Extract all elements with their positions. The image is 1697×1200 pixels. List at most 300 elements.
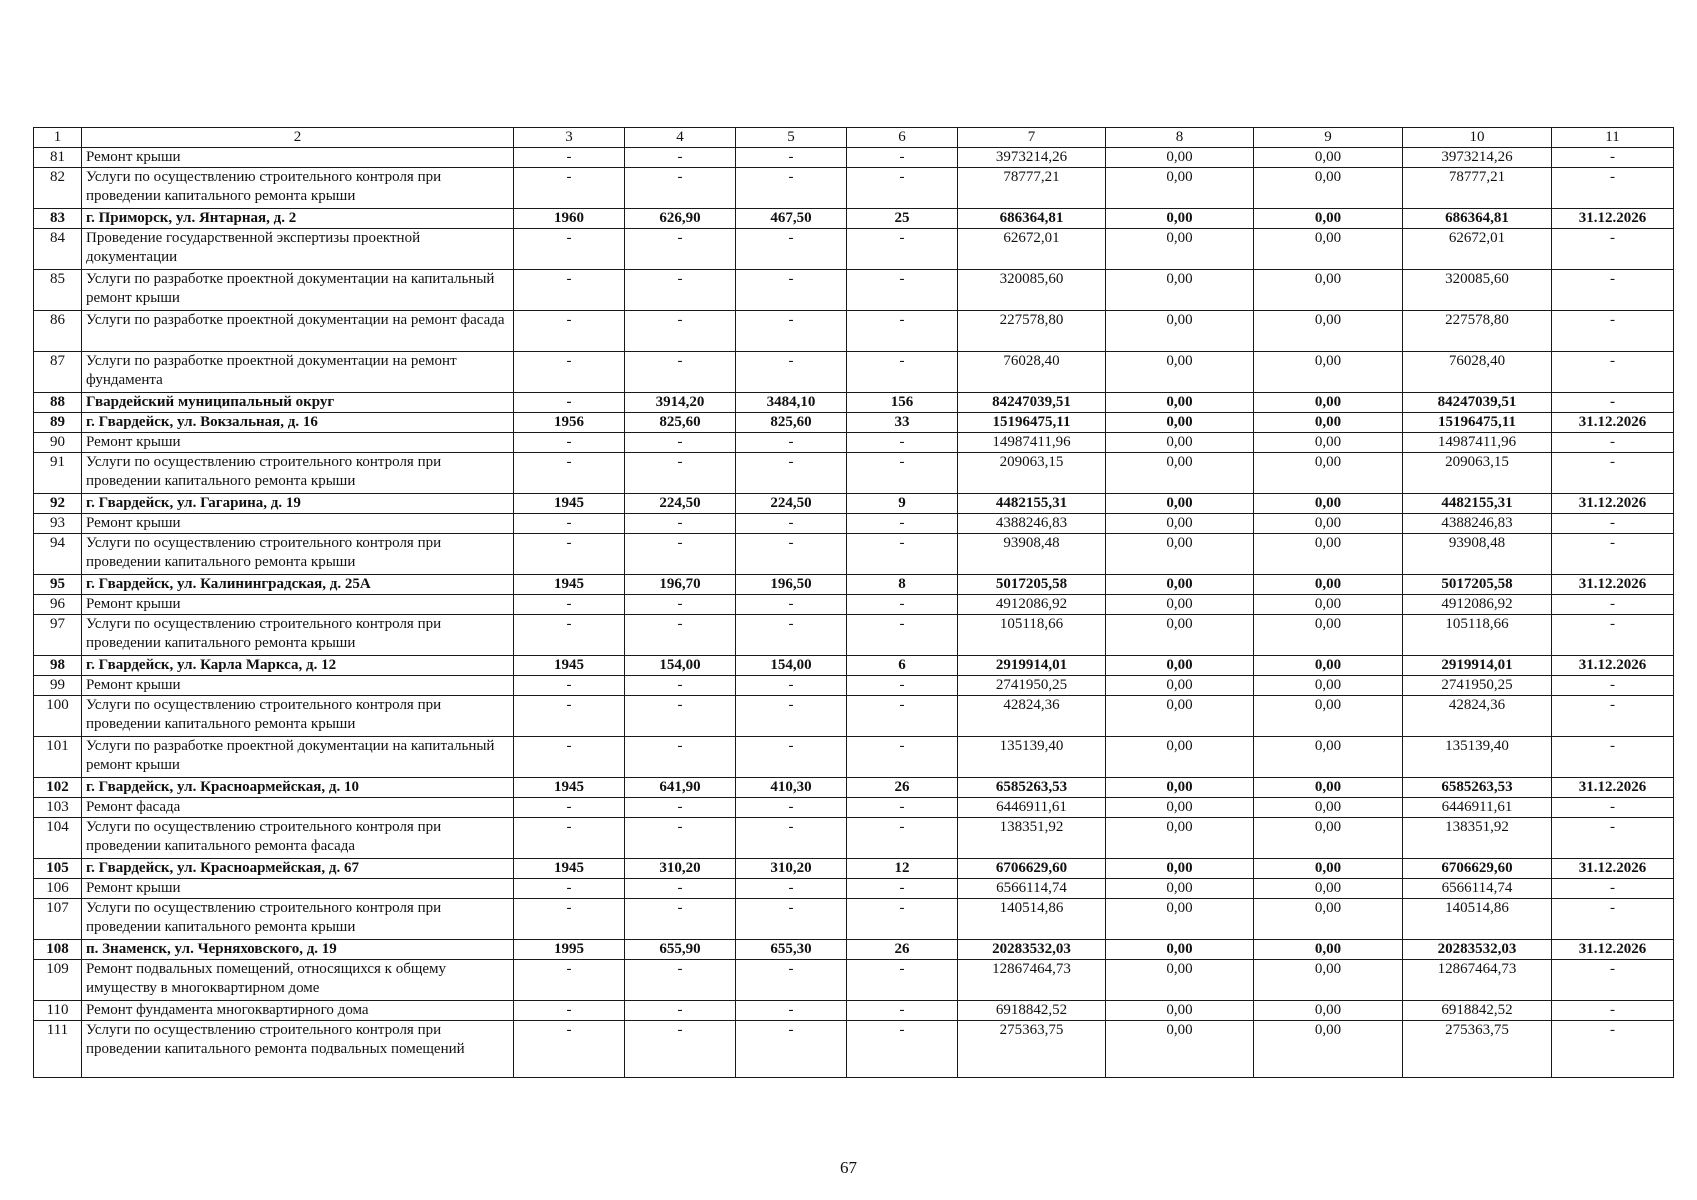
budget-cost-cell: 0,00 [1254,494,1403,514]
budget-cost-cell: 0,00 [1254,879,1403,899]
work-name-cell: г. Гвардейск, ул. Красноармейская, д. 67 [82,859,514,879]
year-cell: - [514,899,625,940]
budget-cost-cell: 0,00 [1254,453,1403,494]
total-cost-cell: 686364,81 [958,209,1106,229]
total-area-cell: - [625,534,736,575]
year-cell: 1945 [514,494,625,514]
fund-cost-cell: 0,00 [1106,1021,1254,1078]
fund-cost-cell: 0,00 [1106,818,1254,859]
living-area-cell: - [736,534,847,575]
work-item-row [34,229,1674,270]
work-name-cell: Услуги по разработке проектной документации на ремонт фундамента [82,352,514,393]
budget-cost-cell: 0,00 [1254,311,1403,352]
work-item-row [34,899,1674,940]
repair-budget-table [33,127,1674,1078]
total-cost-cell: 320085,60 [958,270,1106,311]
total-area-cell: - [625,311,736,352]
living-area-cell: - [736,433,847,453]
residents-cell: - [847,311,958,352]
row-number-cell: 91 [34,453,82,494]
completion-date-cell: - [1552,534,1674,575]
total-area-cell: - [625,453,736,494]
budget-cost-cell: 0,00 [1254,778,1403,798]
completion-date-cell: - [1552,311,1674,352]
owner-cost-cell: 320085,60 [1403,270,1552,311]
work-name-cell: Проведение государственной экспертизы проектной документации [82,229,514,270]
completion-date-cell: - [1552,270,1674,311]
budget-cost-cell: 0,00 [1254,575,1403,595]
year-cell: - [514,879,625,899]
owner-cost-cell: 93908,48 [1403,534,1552,575]
total-cost-cell: 105118,66 [958,615,1106,656]
fund-cost-cell: 0,00 [1106,534,1254,575]
completion-date-cell: 31.12.2026 [1552,940,1674,960]
residents-cell: 12 [847,859,958,879]
total-area-cell: - [625,168,736,209]
living-area-cell: - [736,1021,847,1078]
total-cost-cell: 84247039,51 [958,393,1106,413]
owner-cost-cell: 2919914,01 [1403,656,1552,676]
living-area-cell: 410,30 [736,778,847,798]
work-item-row [34,148,1674,168]
row-number-cell: 108 [34,940,82,960]
work-name-cell: Услуги по разработке проектной документации на капитальный ремонт крыши [82,270,514,311]
row-number-cell: 111 [34,1021,82,1078]
residents-cell: - [847,879,958,899]
owner-cost-cell: 15196475,11 [1403,413,1552,433]
budget-cost-cell: 0,00 [1254,960,1403,1001]
residents-cell: - [847,1001,958,1021]
row-number-cell: 81 [34,148,82,168]
owner-cost-cell: 686364,81 [1403,209,1552,229]
living-area-cell: - [736,818,847,859]
total-cost-cell: 78777,21 [958,168,1106,209]
living-area-cell: 310,20 [736,859,847,879]
total-area-cell: - [625,676,736,696]
total-area-cell: 655,90 [625,940,736,960]
total-cost-cell: 3973214,26 [958,148,1106,168]
year-cell: 1945 [514,859,625,879]
total-cost-cell: 6446911,61 [958,798,1106,818]
work-name-cell: Услуги по осуществлению строительного контроля при проведении капитального ремонта фасада [82,818,514,859]
address-row [34,209,1674,229]
completion-date-cell: 31.12.2026 [1552,413,1674,433]
total-area-cell: - [625,798,736,818]
residents-cell: - [847,270,958,311]
header-cell: 7 [958,128,1106,148]
address-row [34,575,1674,595]
total-cost-cell: 6566114,74 [958,879,1106,899]
living-area-cell: 3484,10 [736,393,847,413]
work-item-row [34,534,1674,575]
total-area-cell: - [625,433,736,453]
residents-cell: - [847,352,958,393]
owner-cost-cell: 14987411,96 [1403,433,1552,453]
owner-cost-cell: 6918842,52 [1403,1001,1552,1021]
year-cell: - [514,433,625,453]
row-number-cell: 96 [34,595,82,615]
fund-cost-cell: 0,00 [1106,270,1254,311]
work-name-cell: Услуги по осуществлению строительного контроля при проведении капитального ремонта крыши [82,534,514,575]
row-number-cell: 88 [34,393,82,413]
row-number-cell: 99 [34,676,82,696]
work-name-cell: Услуги по разработке проектной документации на ремонт фасада [82,311,514,352]
living-area-cell: - [736,514,847,534]
fund-cost-cell: 0,00 [1106,575,1254,595]
total-area-cell: - [625,899,736,940]
owner-cost-cell: 3973214,26 [1403,148,1552,168]
address-row [34,393,1674,413]
owner-cost-cell: 6566114,74 [1403,879,1552,899]
work-name-cell: Ремонт крыши [82,433,514,453]
living-area-cell: - [736,229,847,270]
residents-cell: - [847,148,958,168]
row-number-cell: 87 [34,352,82,393]
living-area-cell: - [736,1001,847,1021]
year-cell: - [514,818,625,859]
owner-cost-cell: 275363,75 [1403,1021,1552,1078]
owner-cost-cell: 76028,40 [1403,352,1552,393]
total-area-cell: 224,50 [625,494,736,514]
living-area-cell: - [736,960,847,1001]
budget-cost-cell: 0,00 [1254,737,1403,778]
year-cell: 1960 [514,209,625,229]
work-name-cell: Услуги по разработке проектной документации на капитальный ремонт крыши [82,737,514,778]
total-area-cell: - [625,229,736,270]
completion-date-cell: - [1552,229,1674,270]
total-cost-cell: 6918842,52 [958,1001,1106,1021]
completion-date-cell: - [1552,1001,1674,1021]
fund-cost-cell: 0,00 [1106,1001,1254,1021]
total-area-cell: - [625,960,736,1001]
residents-cell: - [847,737,958,778]
living-area-cell: 825,60 [736,413,847,433]
owner-cost-cell: 6706629,60 [1403,859,1552,879]
row-number-cell: 101 [34,737,82,778]
residents-cell: - [847,899,958,940]
budget-cost-cell: 0,00 [1254,393,1403,413]
owner-cost-cell: 4912086,92 [1403,595,1552,615]
owner-cost-cell: 4388246,83 [1403,514,1552,534]
address-row [34,413,1674,433]
total-cost-cell: 2919914,01 [958,656,1106,676]
budget-cost-cell: 0,00 [1254,595,1403,615]
row-number-cell: 85 [34,270,82,311]
total-cost-cell: 5017205,58 [958,575,1106,595]
total-area-cell: - [625,879,736,899]
total-area-cell: - [625,1021,736,1078]
row-number-cell: 105 [34,859,82,879]
total-cost-cell: 20283532,03 [958,940,1106,960]
residents-cell: 26 [847,778,958,798]
work-name-cell: Услуги по осуществлению строительного контроля при проведении капитального ремонта крыши [82,615,514,656]
fund-cost-cell: 0,00 [1106,595,1254,615]
row-number-cell: 109 [34,960,82,1001]
year-cell: - [514,676,625,696]
year-cell: - [514,696,625,737]
budget-cost-cell: 0,00 [1254,1001,1403,1021]
owner-cost-cell: 227578,80 [1403,311,1552,352]
fund-cost-cell: 0,00 [1106,413,1254,433]
residents-cell: - [847,615,958,656]
completion-date-cell: - [1552,899,1674,940]
budget-cost-cell: 0,00 [1254,1021,1403,1078]
work-name-cell: г. Гвардейск, ул. Гагарина, д. 19 [82,494,514,514]
total-area-cell: 310,20 [625,859,736,879]
completion-date-cell: - [1552,737,1674,778]
row-number-cell: 93 [34,514,82,534]
budget-cost-cell: 0,00 [1254,818,1403,859]
completion-date-cell: 31.12.2026 [1552,494,1674,514]
total-area-cell: - [625,270,736,311]
work-item-row [34,168,1674,209]
total-area-cell: 3914,20 [625,393,736,413]
residents-cell: - [847,960,958,1001]
fund-cost-cell: 0,00 [1106,960,1254,1001]
row-number-cell: 86 [34,311,82,352]
fund-cost-cell: 0,00 [1106,311,1254,352]
year-cell: - [514,1001,625,1021]
row-number-cell: 97 [34,615,82,656]
owner-cost-cell: 20283532,03 [1403,940,1552,960]
address-row [34,494,1674,514]
living-area-cell: 154,00 [736,656,847,676]
work-item-row [34,818,1674,859]
total-area-cell: 626,90 [625,209,736,229]
header-cell: 3 [514,128,625,148]
work-item-row [34,798,1674,818]
address-row [34,656,1674,676]
budget-cost-cell: 0,00 [1254,899,1403,940]
year-cell: - [514,798,625,818]
header-cell: 5 [736,128,847,148]
budget-cost-cell: 0,00 [1254,615,1403,656]
fund-cost-cell: 0,00 [1106,899,1254,940]
total-cost-cell: 4388246,83 [958,514,1106,534]
total-cost-cell: 62672,01 [958,229,1106,270]
row-number-cell: 104 [34,818,82,859]
residents-cell: - [847,696,958,737]
work-item-row [34,595,1674,615]
year-cell: - [514,148,625,168]
living-area-cell: - [736,696,847,737]
fund-cost-cell: 0,00 [1106,352,1254,393]
total-cost-cell: 2741950,25 [958,676,1106,696]
owner-cost-cell: 140514,86 [1403,899,1552,940]
fund-cost-cell: 0,00 [1106,940,1254,960]
year-cell: - [514,514,625,534]
living-area-cell: 467,50 [736,209,847,229]
address-row [34,859,1674,879]
living-area-cell: 196,50 [736,575,847,595]
work-name-cell: Ремонт фундамента многоквартирного дома [82,1001,514,1021]
year-cell: - [514,270,625,311]
owner-cost-cell: 2741950,25 [1403,676,1552,696]
residents-cell: - [847,818,958,859]
work-name-cell: Услуги по осуществлению строительного контроля при проведении капитального ремонта подвальных помещений [82,1021,514,1078]
total-cost-cell: 12867464,73 [958,960,1106,1001]
address-row [34,778,1674,798]
row-number-cell: 110 [34,1001,82,1021]
year-cell: 1945 [514,656,625,676]
row-number-cell: 98 [34,656,82,676]
fund-cost-cell: 0,00 [1106,859,1254,879]
total-area-cell: - [625,352,736,393]
owner-cost-cell: 138351,92 [1403,818,1552,859]
completion-date-cell: - [1552,433,1674,453]
year-cell: 1945 [514,778,625,798]
work-name-cell: Ремонт крыши [82,514,514,534]
year-cell: - [514,534,625,575]
fund-cost-cell: 0,00 [1106,168,1254,209]
year-cell: 1945 [514,575,625,595]
total-cost-cell: 15196475,11 [958,413,1106,433]
living-area-cell: - [736,311,847,352]
header-cell: 10 [1403,128,1552,148]
completion-date-cell: - [1552,168,1674,209]
budget-cost-cell: 0,00 [1254,656,1403,676]
completion-date-cell: - [1552,1021,1674,1078]
living-area-cell: - [736,879,847,899]
completion-date-cell: 31.12.2026 [1552,656,1674,676]
total-area-cell: 154,00 [625,656,736,676]
total-cost-cell: 93908,48 [958,534,1106,575]
work-item-row [34,615,1674,656]
work-item-row [34,879,1674,899]
work-name-cell: Услуги по осуществлению строительного контроля при проведении капитального ремонта крыши [82,899,514,940]
budget-cost-cell: 0,00 [1254,168,1403,209]
row-number-cell: 92 [34,494,82,514]
total-cost-cell: 4912086,92 [958,595,1106,615]
fund-cost-cell: 0,00 [1106,879,1254,899]
fund-cost-cell: 0,00 [1106,615,1254,656]
total-cost-cell: 209063,15 [958,453,1106,494]
fund-cost-cell: 0,00 [1106,433,1254,453]
total-cost-cell: 42824,36 [958,696,1106,737]
completion-date-cell: 31.12.2026 [1552,778,1674,798]
total-area-cell: - [625,595,736,615]
header-cell: 1 [34,128,82,148]
fund-cost-cell: 0,00 [1106,453,1254,494]
year-cell: - [514,737,625,778]
year-cell: - [514,960,625,1001]
owner-cost-cell: 6585263,53 [1403,778,1552,798]
budget-cost-cell: 0,00 [1254,514,1403,534]
residents-cell: - [847,1021,958,1078]
work-item-row [34,514,1674,534]
header-cell: 9 [1254,128,1403,148]
total-area-cell: 641,90 [625,778,736,798]
residents-cell: - [847,534,958,575]
row-number-cell: 84 [34,229,82,270]
total-cost-cell: 6585263,53 [958,778,1106,798]
work-name-cell: Ремонт фасада [82,798,514,818]
row-number-cell: 106 [34,879,82,899]
completion-date-cell: 31.12.2026 [1552,575,1674,595]
owner-cost-cell: 4482155,31 [1403,494,1552,514]
total-area-cell: - [625,818,736,859]
owner-cost-cell: 12867464,73 [1403,960,1552,1001]
year-cell: - [514,311,625,352]
budget-cost-cell: 0,00 [1254,413,1403,433]
completion-date-cell: 31.12.2026 [1552,209,1674,229]
year-cell: - [514,352,625,393]
completion-date-cell: - [1552,696,1674,737]
work-name-cell: Гвардейский муниципальный округ [82,393,514,413]
header-cell: 4 [625,128,736,148]
residents-cell: - [847,798,958,818]
row-number-cell: 95 [34,575,82,595]
row-number-cell: 82 [34,168,82,209]
year-cell: - [514,168,625,209]
completion-date-cell: - [1552,148,1674,168]
residents-cell: 9 [847,494,958,514]
residents-cell: - [847,676,958,696]
work-item-row [34,270,1674,311]
row-number-cell: 103 [34,798,82,818]
work-item-row [34,311,1674,352]
budget-cost-cell: 0,00 [1254,940,1403,960]
residents-cell: 6 [847,656,958,676]
work-name-cell: Услуги по осуществлению строительного контроля при проведении капитального ремонта крыши [82,168,514,209]
completion-date-cell: - [1552,514,1674,534]
row-number-cell: 107 [34,899,82,940]
completion-date-cell: - [1552,615,1674,656]
total-cost-cell: 14987411,96 [958,433,1106,453]
residents-cell: 25 [847,209,958,229]
completion-date-cell: - [1552,960,1674,1001]
residents-cell: - [847,514,958,534]
year-cell: - [514,229,625,270]
residents-cell: - [847,229,958,270]
work-item-row [34,696,1674,737]
row-number-cell: 89 [34,413,82,433]
work-name-cell: г. Приморск, ул. Янтарная, д. 2 [82,209,514,229]
year-cell: - [514,393,625,413]
table-body [34,128,1674,1078]
completion-date-cell: - [1552,879,1674,899]
residents-cell: 8 [847,575,958,595]
fund-cost-cell: 0,00 [1106,393,1254,413]
residents-cell: - [847,168,958,209]
total-area-cell: - [625,148,736,168]
year-cell: - [514,1021,625,1078]
work-name-cell: Ремонт крыши [82,676,514,696]
owner-cost-cell: 42824,36 [1403,696,1552,737]
work-item-row [34,1001,1674,1021]
owner-cost-cell: 209063,15 [1403,453,1552,494]
owner-cost-cell: 78777,21 [1403,168,1552,209]
living-area-cell: - [736,595,847,615]
total-cost-cell: 6706629,60 [958,859,1106,879]
fund-cost-cell: 0,00 [1106,778,1254,798]
residents-cell: - [847,453,958,494]
owner-cost-cell: 62672,01 [1403,229,1552,270]
owner-cost-cell: 84247039,51 [1403,393,1552,413]
total-area-cell: - [625,737,736,778]
completion-date-cell: 31.12.2026 [1552,859,1674,879]
budget-cost-cell: 0,00 [1254,352,1403,393]
total-cost-cell: 4482155,31 [958,494,1106,514]
owner-cost-cell: 135139,40 [1403,737,1552,778]
budget-cost-cell: 0,00 [1254,534,1403,575]
residents-cell: 156 [847,393,958,413]
work-item-row [34,737,1674,778]
completion-date-cell: - [1552,676,1674,696]
completion-date-cell: - [1552,818,1674,859]
budget-cost-cell: 0,00 [1254,859,1403,879]
work-name-cell: Ремонт крыши [82,879,514,899]
